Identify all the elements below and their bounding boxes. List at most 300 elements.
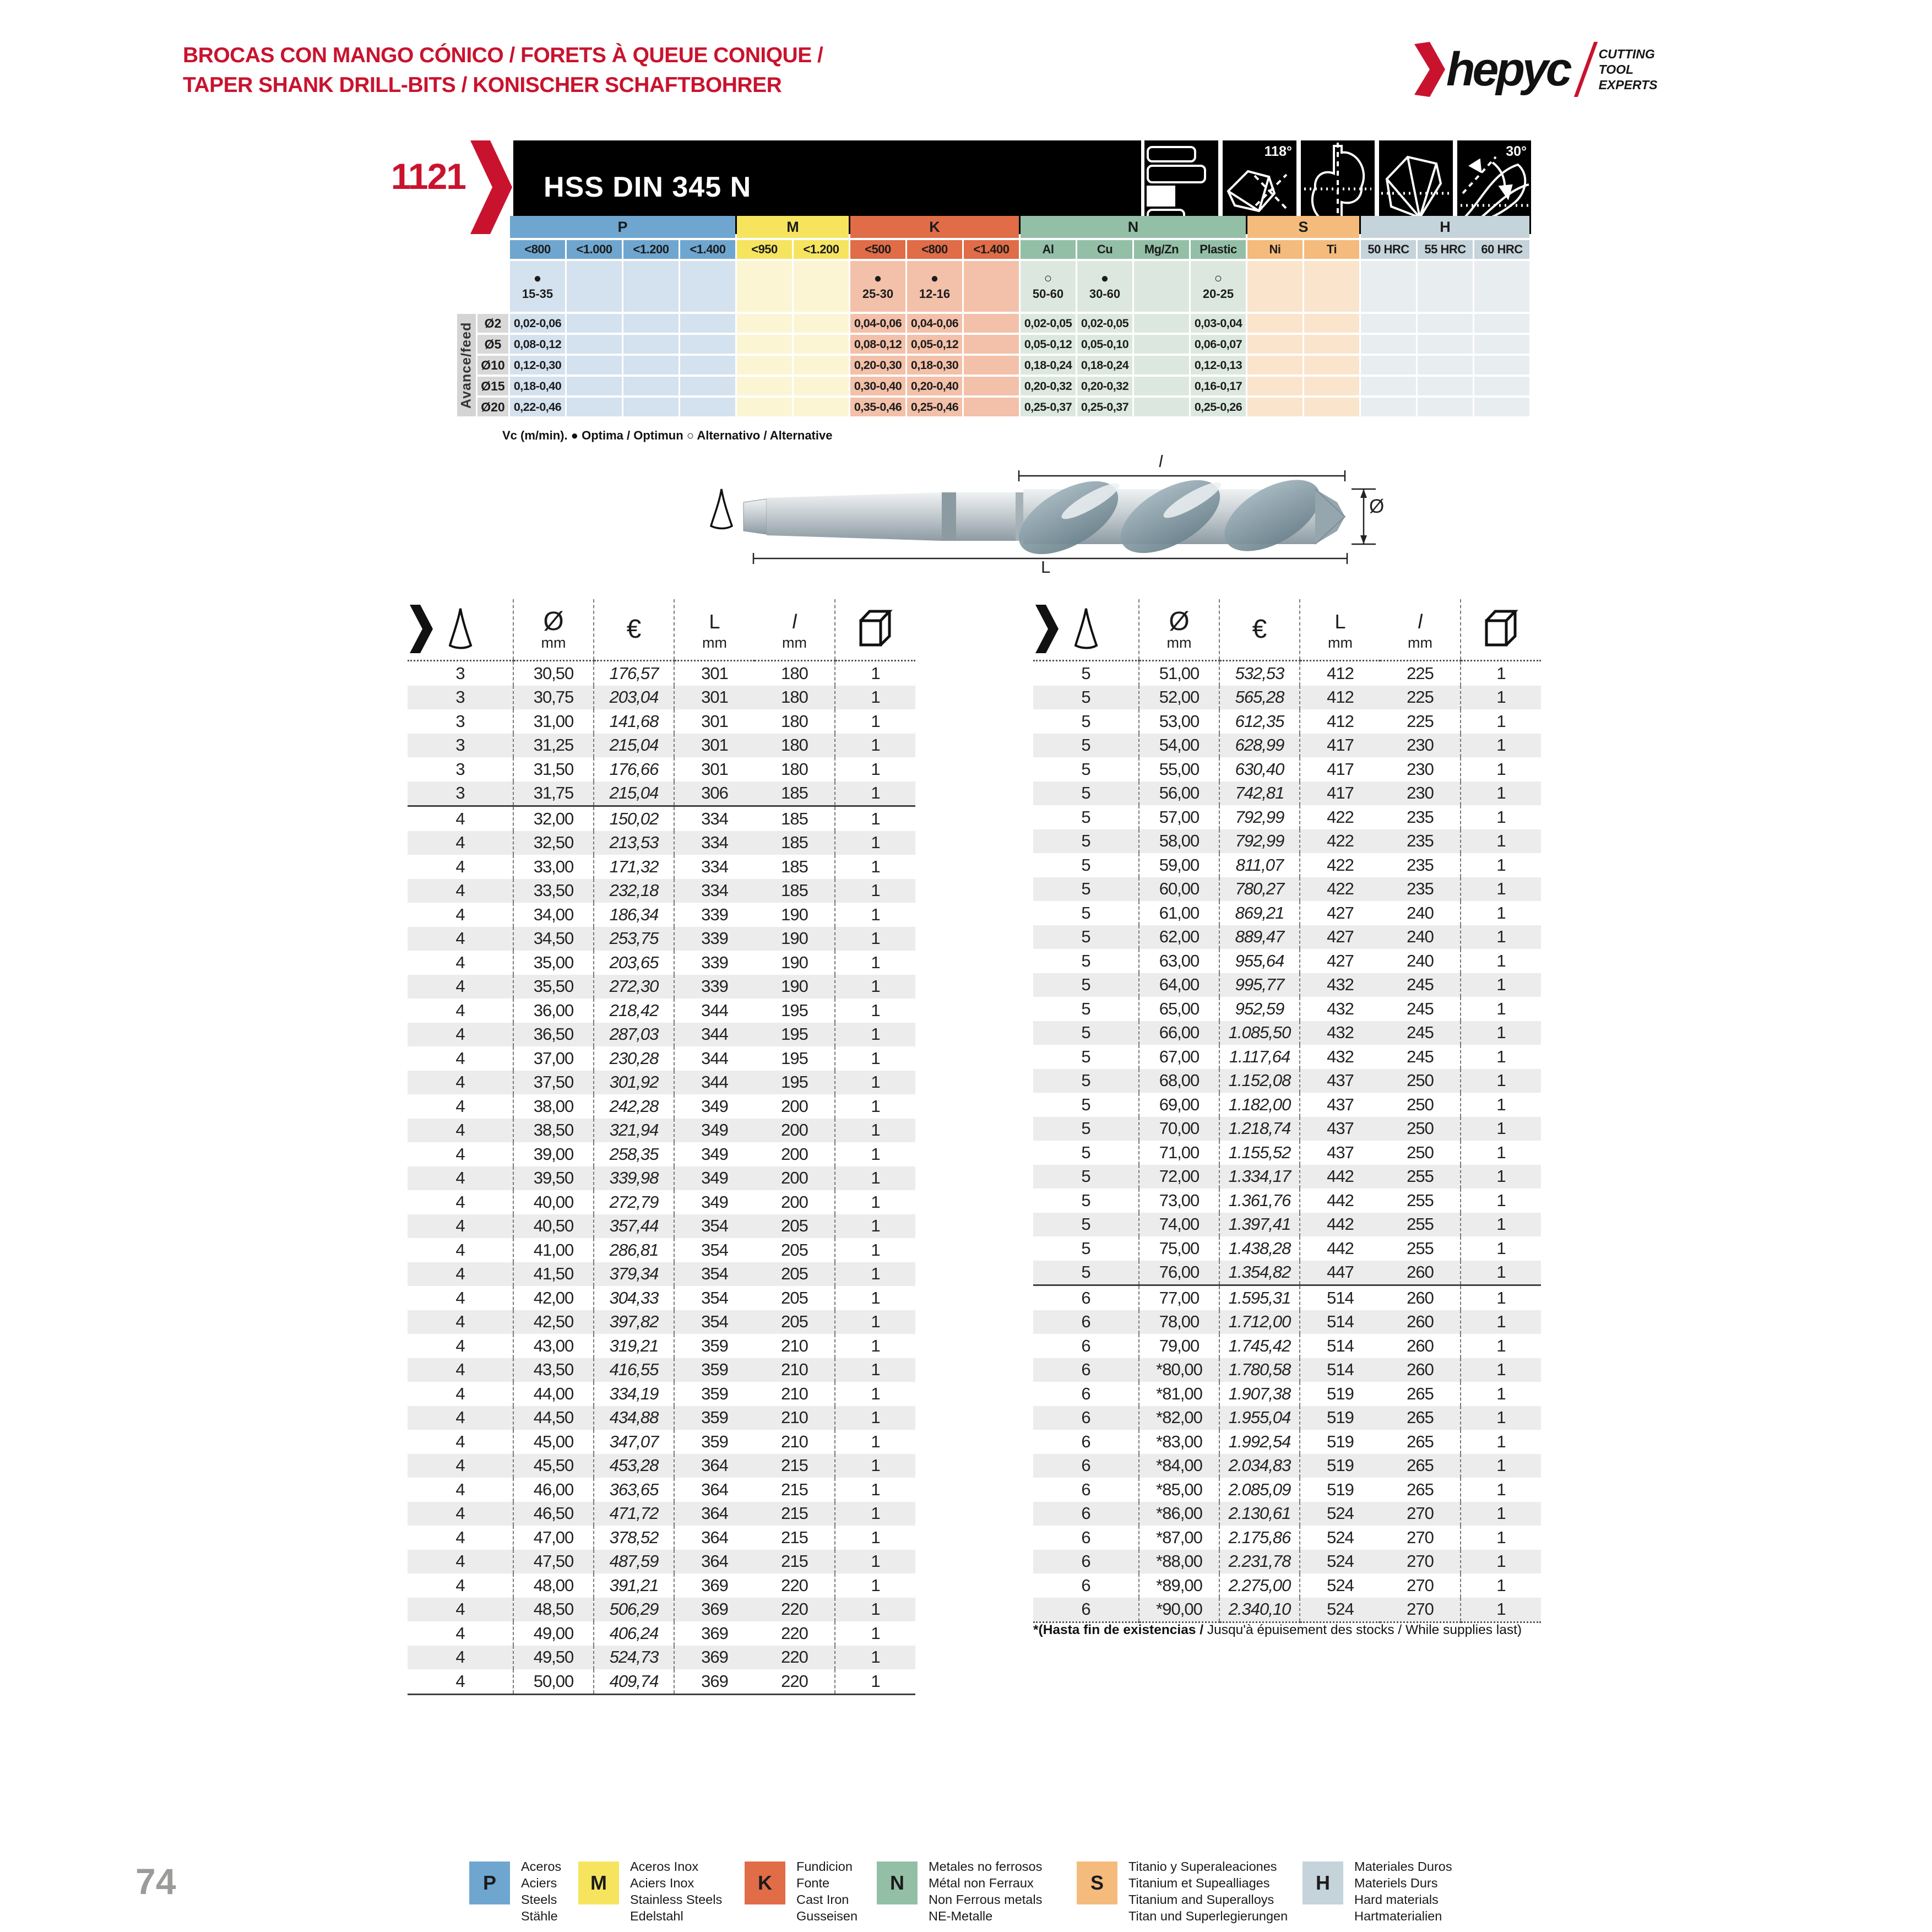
cutting-speed-cell xyxy=(1021,261,1076,312)
qty-cell: 1 xyxy=(1461,1236,1541,1261)
feed-value-cell: 0,25-0,37 xyxy=(1021,398,1076,416)
length-l-cell: 245 xyxy=(1380,973,1461,997)
table-row xyxy=(408,1094,915,1119)
feed-value-cell: 0,05-0,12 xyxy=(907,335,962,354)
price-cell: 742,81 xyxy=(1219,782,1300,806)
table-row xyxy=(1033,1454,1541,1478)
table-header-row xyxy=(408,599,915,661)
feed-value-cell: 0,02-0,06 xyxy=(510,314,565,333)
length-L-cell: 339 xyxy=(674,975,755,999)
cone-cell: 4 xyxy=(455,1527,465,1547)
qty-cell: 1 xyxy=(1461,1310,1541,1334)
length-l-cell: 185 xyxy=(755,879,835,903)
length-l-cell: 190 xyxy=(781,952,808,972)
price-cell: 232,18 xyxy=(594,879,674,903)
legend-box-K: K xyxy=(745,1862,785,1904)
table-row xyxy=(1033,829,1541,854)
cutting-speed-cell xyxy=(680,261,735,312)
speed-range: 15-35 xyxy=(522,286,553,301)
legend-line: Aciers Inox xyxy=(630,1876,694,1890)
material-subcolumn: <500 xyxy=(850,240,905,259)
diameter-cell: *85,00 xyxy=(1139,1478,1219,1502)
cone-cell: 4 xyxy=(408,1669,513,1694)
price-cell: 1.992,54 xyxy=(1219,1430,1300,1454)
feed-value-cell xyxy=(1474,377,1529,395)
price-cell: 339,98 xyxy=(594,1166,674,1191)
legend-text xyxy=(1354,1858,1452,1924)
length-l-cell: 180 xyxy=(781,711,808,731)
cone-cell: 5 xyxy=(1081,1046,1090,1066)
length-L-cell: 301 xyxy=(674,734,755,758)
cone-cell: 4 xyxy=(408,1023,513,1047)
length-l-cell: 270 xyxy=(1407,1527,1434,1547)
length-L-cell: 349 xyxy=(674,1166,755,1191)
length-L-cell: 344 xyxy=(674,1071,755,1095)
feed-value-cell xyxy=(1474,314,1529,333)
feed-value-cell: 0,20-0,32 xyxy=(1077,377,1132,395)
length-L-column-header: L mm xyxy=(674,599,755,661)
legend-text xyxy=(796,1858,858,1924)
cone-cell: 4 xyxy=(455,1096,465,1116)
legend-line: Titan und Superlegierungen xyxy=(1128,1909,1288,1923)
table-row xyxy=(408,1430,915,1454)
feed-value-cell xyxy=(1474,356,1529,375)
length-L-cell: 442 xyxy=(1300,1213,1380,1237)
legend-line: Steels xyxy=(521,1892,557,1907)
length-L-cell: 524 xyxy=(1300,1550,1380,1574)
price-cell: 150,02 xyxy=(594,806,674,831)
feed-value-cell xyxy=(1134,314,1189,333)
qty-cell: 1 xyxy=(835,1478,915,1502)
diameter-cell: *90,00 xyxy=(1139,1598,1219,1622)
length-L-cell: 306 xyxy=(674,782,755,806)
qty-cell: 1 xyxy=(835,951,915,975)
table-row xyxy=(1033,1261,1541,1285)
price-cell: 272,30 xyxy=(594,975,674,999)
diameter-cell: 70,00 xyxy=(1139,1117,1219,1141)
length-l-cell: 260 xyxy=(1407,1336,1434,1355)
qty-cell: 1 xyxy=(835,1526,915,1550)
cutting-speed-cell xyxy=(850,261,905,312)
material-group-P: P xyxy=(510,216,735,238)
feed-value-cell xyxy=(1361,335,1416,354)
diameter-column-header: Ø mm xyxy=(513,599,594,661)
cone-cell: 4 xyxy=(455,1336,465,1355)
table-row xyxy=(1033,1334,1541,1358)
cone-cell: 4 xyxy=(408,975,513,999)
length-l-cell: 270 xyxy=(1407,1575,1434,1595)
length-L-cell: 447 xyxy=(1300,1261,1380,1285)
feed-value-cell xyxy=(1418,398,1473,416)
cone-icon xyxy=(446,606,475,650)
table-row xyxy=(408,1406,915,1430)
length-L-cell: 369 xyxy=(674,1573,755,1598)
cutting-speed-cell xyxy=(737,261,792,312)
speed-marker: ● xyxy=(1100,270,1109,286)
legend-line: Fundicion xyxy=(796,1859,853,1874)
cone-cell: 4 xyxy=(455,1479,465,1499)
length-l-cell: 180 xyxy=(781,663,808,683)
price-cell: 357,44 xyxy=(594,1214,674,1239)
feed-value-cell xyxy=(680,314,735,333)
table-row xyxy=(1033,709,1541,734)
table-row xyxy=(1033,1236,1541,1261)
qty-cell: 1 xyxy=(1461,1141,1541,1165)
length-l-cell: 230 xyxy=(1380,782,1461,806)
price-cell: 203,65 xyxy=(594,951,674,975)
feed-value-cell xyxy=(1247,335,1303,354)
diameter-cell: 57,00 xyxy=(1139,805,1219,829)
length-l-cell: 250 xyxy=(1380,1069,1461,1093)
table-row xyxy=(408,927,915,951)
price-cell: 2.130,61 xyxy=(1219,1502,1300,1526)
diameter-cell: 41,50 xyxy=(513,1262,594,1287)
cone-cell: 4 xyxy=(455,904,465,924)
speed-marker: ● xyxy=(533,270,542,286)
length-l-cell: 190 xyxy=(755,975,835,999)
qty-cell: 1 xyxy=(835,1142,915,1166)
diameter-cell: 76,00 xyxy=(1139,1261,1219,1285)
price-cell: 416,55 xyxy=(594,1358,674,1382)
cone-cell: 6 xyxy=(1081,1336,1090,1355)
table-row xyxy=(408,975,915,999)
material-subcolumn: <1.000 xyxy=(567,240,622,259)
diameter-cell: 40,50 xyxy=(513,1214,594,1239)
table-row xyxy=(1033,661,1541,686)
length-l-cell: 195 xyxy=(755,1023,835,1047)
diameter-cell: *88,00 xyxy=(1139,1550,1219,1574)
diameter-cell: 41,00 xyxy=(513,1238,594,1262)
length-l-cell: 265 xyxy=(1407,1383,1434,1403)
length-l-cell: 205 xyxy=(781,1288,808,1307)
table-row xyxy=(1033,1188,1541,1213)
length-l-cell: 235 xyxy=(1407,807,1434,827)
feed-value-cell xyxy=(1418,335,1473,354)
length-l-cell: 200 xyxy=(755,1119,835,1143)
price-table-left xyxy=(408,599,915,1695)
price-cell: 952,59 xyxy=(1219,997,1300,1021)
feed-value-cell xyxy=(623,314,679,333)
table-row xyxy=(408,1526,915,1550)
dimension-label-L: L xyxy=(1041,557,1051,577)
legend-text xyxy=(1128,1858,1288,1924)
length-l-cell: 255 xyxy=(1380,1213,1461,1237)
product-name: HSS DIN 345 N xyxy=(544,171,752,203)
length-l-cell: 230 xyxy=(1407,759,1434,779)
feed-value-cell xyxy=(964,356,1019,375)
table-row xyxy=(408,1573,915,1598)
length-L-cell: 349 xyxy=(674,1119,755,1143)
feed-value-cell xyxy=(1474,398,1529,416)
qty-cell: 1 xyxy=(1461,1117,1541,1141)
qty-cell: 1 xyxy=(1461,686,1541,710)
price-cell: 471,72 xyxy=(594,1502,674,1526)
feed-value-cell xyxy=(1361,398,1416,416)
speed-range: 12-16 xyxy=(919,286,951,301)
diameter-cell: *83,00 xyxy=(1139,1430,1219,1454)
qty-cell: 1 xyxy=(835,1238,915,1262)
table-row xyxy=(1033,1478,1541,1502)
product-code: 1121 xyxy=(390,156,465,197)
table-row xyxy=(408,1358,915,1382)
material-subcolumn: <800 xyxy=(907,240,962,259)
length-L-cell: 301 xyxy=(674,757,755,782)
qty-cell: 1 xyxy=(835,1190,915,1214)
length-L-cell: 524 xyxy=(1300,1526,1380,1550)
qty-cell: 1 xyxy=(1461,782,1541,806)
length-L-cell: 354 xyxy=(674,1262,755,1287)
price-cell: 379,34 xyxy=(594,1262,674,1287)
legend-item-M xyxy=(578,1859,723,1924)
price-cell: 2.085,09 xyxy=(1219,1478,1300,1502)
diameter-cell: 67,00 xyxy=(1139,1045,1219,1069)
cone-cell: 4 xyxy=(408,879,513,903)
price-cell: 2.340,10 xyxy=(1219,1598,1300,1622)
price-cell: 1.334,17 xyxy=(1219,1165,1300,1189)
feed-row-label: Ø15 xyxy=(477,377,508,395)
material-group-S: S xyxy=(1247,216,1359,238)
cutting-speed-cell xyxy=(510,261,565,312)
table-row xyxy=(1033,973,1541,997)
table-row xyxy=(1033,757,1541,782)
length-L-cell: 417 xyxy=(1300,782,1380,806)
length-l-cell: 220 xyxy=(755,1598,835,1622)
legend-line: Titanium and Superalloys xyxy=(1128,1892,1274,1907)
qty-cell: 1 xyxy=(1461,1573,1541,1598)
length-l-cell: 200 xyxy=(781,1192,808,1212)
cone-cell: 4 xyxy=(455,1288,465,1307)
cutting-speed-cell xyxy=(1474,261,1529,312)
cone-cell: 5 xyxy=(1081,1238,1090,1258)
length-L-cell: 369 xyxy=(674,1646,755,1670)
speed-range: 30-60 xyxy=(1089,286,1121,301)
length-L-cell: 359 xyxy=(674,1430,755,1454)
table-row xyxy=(408,831,915,855)
cone-cell: 6 xyxy=(1033,1502,1139,1526)
diameter-cell: 36,50 xyxy=(513,1023,594,1047)
cone-cell: 6 xyxy=(1033,1358,1139,1382)
qty-cell: 1 xyxy=(835,1094,915,1119)
chevron-icon xyxy=(409,605,433,656)
cone-cell: 5 xyxy=(1081,807,1090,827)
diameter-cell: 33,00 xyxy=(513,855,594,879)
diameter-cell: 44,50 xyxy=(513,1406,594,1430)
cone-cell: 4 xyxy=(408,831,513,855)
logo-brand-text: hepyc xyxy=(1446,43,1570,96)
price-cell: 612,35 xyxy=(1219,709,1300,734)
table-row xyxy=(408,757,915,782)
diameter-cell: 72,00 xyxy=(1139,1165,1219,1189)
length-L-cell: 364 xyxy=(674,1550,755,1574)
qty-cell: 1 xyxy=(835,879,915,903)
length-l-cell: 265 xyxy=(1407,1431,1434,1451)
qty-cell: 1 xyxy=(835,1358,915,1382)
cone-cell: 5 xyxy=(1081,855,1090,875)
cutting-speed-cell xyxy=(623,261,679,312)
table-row xyxy=(408,1286,915,1310)
table-row xyxy=(1033,1021,1541,1045)
length-l-cell: 245 xyxy=(1407,1046,1434,1066)
qty-cell: 1 xyxy=(1461,1550,1541,1574)
cone-cell: 4 xyxy=(408,1598,513,1622)
legend-line: Fonte xyxy=(796,1876,830,1890)
feed-value-cell: 0,12-0,13 xyxy=(1191,356,1246,375)
diameter-cell: 49,50 xyxy=(513,1646,594,1670)
length-L-cell: 422 xyxy=(1300,877,1380,902)
diameter-cell: 44,00 xyxy=(513,1382,594,1406)
feed-value-cell xyxy=(680,377,735,395)
length-l-cell: 180 xyxy=(781,759,808,779)
feed-value-cell: 0,04-0,06 xyxy=(907,314,962,333)
length-L-cell: 417 xyxy=(1300,757,1380,782)
length-l-cell: 255 xyxy=(1407,1190,1434,1210)
legend-box-S: S xyxy=(1077,1862,1117,1904)
material-subcolumn: <1.400 xyxy=(680,240,735,259)
material-group-M: M xyxy=(737,216,849,238)
price-cell: 2.275,00 xyxy=(1219,1573,1300,1598)
price-cell: 1.152,08 xyxy=(1219,1069,1300,1093)
price-cell: 286,81 xyxy=(594,1238,674,1262)
diameter-cell: 51,00 xyxy=(1139,661,1219,686)
title-line-1: BROCAS CON MANGO CÓNICO / FORETS À QUEUE CONIQUE / xyxy=(183,44,823,67)
length-L-cell: 524 xyxy=(1300,1573,1380,1598)
length-l-cell: 270 xyxy=(1380,1598,1461,1622)
diameter-cell: 33,50 xyxy=(513,879,594,903)
qty-cell: 1 xyxy=(835,1214,915,1239)
diameter-cell: 50,00 xyxy=(513,1669,594,1694)
price-cell: 955,64 xyxy=(1219,949,1300,973)
length-l-cell: 235 xyxy=(1380,877,1461,902)
qty-cell: 1 xyxy=(835,1621,915,1646)
feed-value-cell xyxy=(794,314,849,333)
price-cell: 218,42 xyxy=(594,998,674,1023)
cone-cell: 4 xyxy=(455,1144,465,1164)
length-l-cell: 215 xyxy=(781,1479,808,1499)
feed-row-label: Ø2 xyxy=(477,314,508,333)
length-l-cell: 215 xyxy=(781,1527,808,1547)
price-cell: 186,34 xyxy=(594,903,674,927)
feed-value-cell: 0,02-0,05 xyxy=(1021,314,1076,333)
feed-row-label: Ø20 xyxy=(477,398,508,416)
price-cell: 1.182,00 xyxy=(1219,1093,1300,1117)
diameter-cell: 35,00 xyxy=(513,951,594,975)
feed-value-cell xyxy=(1247,314,1303,333)
cutting-speed-cell xyxy=(1247,261,1303,312)
box-icon xyxy=(858,609,894,648)
cutting-speed-cell xyxy=(1077,261,1132,312)
length-L-cell: 349 xyxy=(674,1190,755,1214)
qty-cell: 1 xyxy=(1461,709,1541,734)
cone-column-header xyxy=(408,599,513,661)
table-row xyxy=(1033,901,1541,925)
price-cell: 301,92 xyxy=(594,1071,674,1095)
feed-value-cell: 0,25-0,37 xyxy=(1077,398,1132,416)
table-row xyxy=(1033,1165,1541,1189)
diameter-cell: 37,00 xyxy=(513,1046,594,1071)
price-cell: 889,47 xyxy=(1219,925,1300,949)
length-L-cell: 519 xyxy=(1300,1406,1380,1430)
qty-cell: 1 xyxy=(1461,1406,1541,1430)
length-L-cell: 514 xyxy=(1300,1310,1380,1334)
diameter-cell: 39,50 xyxy=(513,1166,594,1191)
length-L-cell: 427 xyxy=(1300,901,1380,925)
material-subcolumn: <950 xyxy=(737,240,792,259)
cone-cell: 4 xyxy=(408,1358,513,1382)
table-row xyxy=(408,1310,915,1334)
diameter-cell: 48,00 xyxy=(513,1573,594,1598)
table-row xyxy=(1033,1550,1541,1574)
length-L-cell: 514 xyxy=(1300,1285,1380,1310)
table-row xyxy=(1033,1573,1541,1598)
qty-cell: 1 xyxy=(1461,1502,1541,1526)
feed-value-cell xyxy=(1304,377,1359,395)
cone-cell: 4 xyxy=(455,1000,465,1020)
cone-cell: 5 xyxy=(1081,663,1090,683)
length-l-cell: 240 xyxy=(1380,925,1461,949)
legend-item-K xyxy=(745,1859,858,1924)
length-L-cell: 369 xyxy=(674,1669,755,1694)
length-l-cell: 185 xyxy=(781,856,808,876)
legend-text xyxy=(630,1858,722,1924)
feed-value-cell xyxy=(737,398,792,416)
cone-cell: 6 xyxy=(1081,1479,1090,1499)
qty-cell: 1 xyxy=(1461,661,1541,686)
price-cell: 2.175,86 xyxy=(1219,1526,1300,1550)
diameter-cell: 68,00 xyxy=(1139,1069,1219,1093)
feed-axis-label: Avance/feed xyxy=(457,314,476,416)
diameter-cell: 78,00 xyxy=(1139,1310,1219,1334)
length-l-cell: 270 xyxy=(1380,1550,1461,1574)
feed-value-cell xyxy=(567,314,622,333)
point-angle-118-icon: 118° xyxy=(1223,140,1296,234)
diameter-cell: 39,00 xyxy=(513,1142,594,1166)
price-cell: 397,82 xyxy=(594,1310,674,1334)
length-l-cell: 185 xyxy=(755,782,835,806)
diameter-cell: 42,50 xyxy=(513,1310,594,1334)
diameter-cell: 53,00 xyxy=(1139,709,1219,734)
table-row xyxy=(1033,1045,1541,1069)
price-cell: 1.085,50 xyxy=(1219,1021,1300,1045)
price-cell: 215,04 xyxy=(594,734,674,758)
diameter-cell: *87,00 xyxy=(1139,1526,1219,1550)
diameter-cell: 36,00 xyxy=(513,998,594,1023)
qty-cell: 1 xyxy=(835,831,915,855)
length-L-cell: 442 xyxy=(1300,1188,1380,1213)
length-L-cell: 354 xyxy=(674,1214,755,1239)
price-cell: 792,99 xyxy=(1219,805,1300,829)
cutting-table-footnote: Vc (m/min). ● Optima / Optimun ○ Alternativo / Alternative xyxy=(502,428,833,442)
length-L-cell: 432 xyxy=(1300,973,1380,997)
legend-line: Non Ferrous metals xyxy=(929,1892,1043,1907)
table-row xyxy=(408,806,915,831)
length-l-cell: 220 xyxy=(781,1623,808,1643)
price-cell: 253,75 xyxy=(594,927,674,951)
material-subcolumn: Mg/Zn xyxy=(1134,240,1189,259)
diameter-cell: 52,00 xyxy=(1139,686,1219,710)
diameter-cell: 34,50 xyxy=(513,927,594,951)
cone-cell: 3 xyxy=(408,686,513,710)
diameter-cell: 65,00 xyxy=(1139,997,1219,1021)
table-row xyxy=(1033,997,1541,1021)
price-cell: 242,28 xyxy=(594,1094,674,1119)
legend-item-S xyxy=(1077,1859,1288,1924)
qty-cell: 1 xyxy=(1461,973,1541,997)
feed-value-cell xyxy=(1247,398,1303,416)
legend-line: Aceros Inox xyxy=(630,1859,699,1874)
length-l-cell: 230 xyxy=(1380,734,1461,758)
length-L-cell: 334 xyxy=(674,855,755,879)
feed-value-cell: 0,35-0,46 xyxy=(850,398,905,416)
